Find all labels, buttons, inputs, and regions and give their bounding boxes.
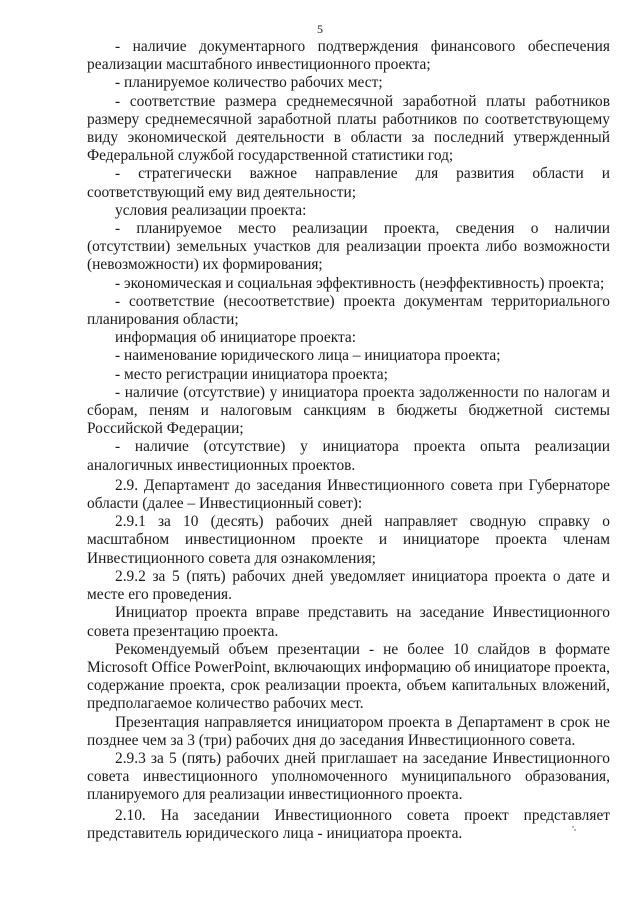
page-number: 5 bbox=[317, 22, 323, 36]
paragraph: - соответствие размера среднемесячной заработной платы работников размеру среднемесячной заработной платы работников по соответствующему виду экономической деятельности в области за последний утвержденный Федеральной службой государственной статистики год; bbox=[87, 92, 610, 165]
section-paragraph: 2.10. На заседании Инвестиционного совета проект представляет представитель юридического лица - инициатора проекта. bbox=[87, 806, 610, 842]
paragraph: - стратегически важное направление для развития области и соответствующий ему вид деятельности; bbox=[87, 165, 610, 201]
paragraph: 2.9.1 за 10 (десять) рабочих дней направляет сводную справку о масштабном инвестиционном проекте и инициаторе проекта членам Инвестиционного совета для ознакомления; bbox=[87, 513, 610, 567]
paragraph: условия реализации проекта: bbox=[115, 201, 307, 219]
paragraph: - экономическая и социальная эффективность (неэффективность) проекта; bbox=[115, 274, 605, 292]
section-paragraph: 2.9. Департамент до заседания Инвестиционного совета при Губернаторе области (далее – Инвестиционный совет): bbox=[87, 476, 610, 513]
paragraph: Инициатор проекта вправе представить на заседание Инвестиционного совета презентацию проекта. bbox=[87, 604, 610, 640]
paragraph: 2.9.3 за 5 (пять) рабочих дней приглашает на заседание Инвестиционного совета инвестиционного уполномоченного муниципального образования, планируемого для реализации инвестиционного проекта. bbox=[87, 749, 610, 804]
paragraph: - наличие (отсутствие) у инициатора проекта опыта реализации аналогичных инвестиционных проектов. bbox=[87, 438, 610, 474]
document-body bbox=[87, 38, 610, 843]
paragraph: Рекомендуемый объем презентации - не более 10 слайдов в формате Microsoft Office PowerPoint, включающих информацию об инициаторе проекта, содержание проекта, срок реализации проекта, объем капитальных вложений, предполагаемое количество рабочих мест. bbox=[87, 640, 610, 713]
paragraph: - наличие (отсутствие) у инициатора проекта задолженности по налогам и сборам, пеням и налоговым санкциям в бюджеты бюджетной системы Российской Федерации; bbox=[87, 383, 610, 438]
paragraph: информация об инициаторе проекта: bbox=[115, 329, 356, 347]
paragraph: Презентация направляется инициатором проекта в Департамент в срок не позднее чем за 3 (три) рабочих дня до заседания Инвестиционного совета. bbox=[87, 713, 610, 749]
paragraph: - наличие документарного подтверждения финансового обеспечения реализации масштабного инвестиционного проекта; bbox=[87, 38, 610, 74]
paragraph: - наименование юридического лица – инициатора проекта; bbox=[115, 347, 501, 365]
scan-speck bbox=[574, 829, 576, 831]
paragraph: - соответствие (несоответствие) проекта документам территориального планирования области; bbox=[87, 292, 610, 329]
scan-speck bbox=[572, 826, 574, 828]
paragraph: 2.9.2 за 5 (пять) рабочих дней уведомляет инициатора проекта о дате и месте его проведения. bbox=[87, 567, 610, 604]
paragraph: - планируемое место реализации проекта, сведения о наличии (отсутствии) земельных участков для реализации проекта либо возможности (невозможности) их формирования; bbox=[87, 220, 610, 274]
paragraph: - место регистрации инициатора проекта; bbox=[115, 365, 388, 383]
paragraph: - планируемое количество рабочих мест; bbox=[115, 74, 383, 92]
